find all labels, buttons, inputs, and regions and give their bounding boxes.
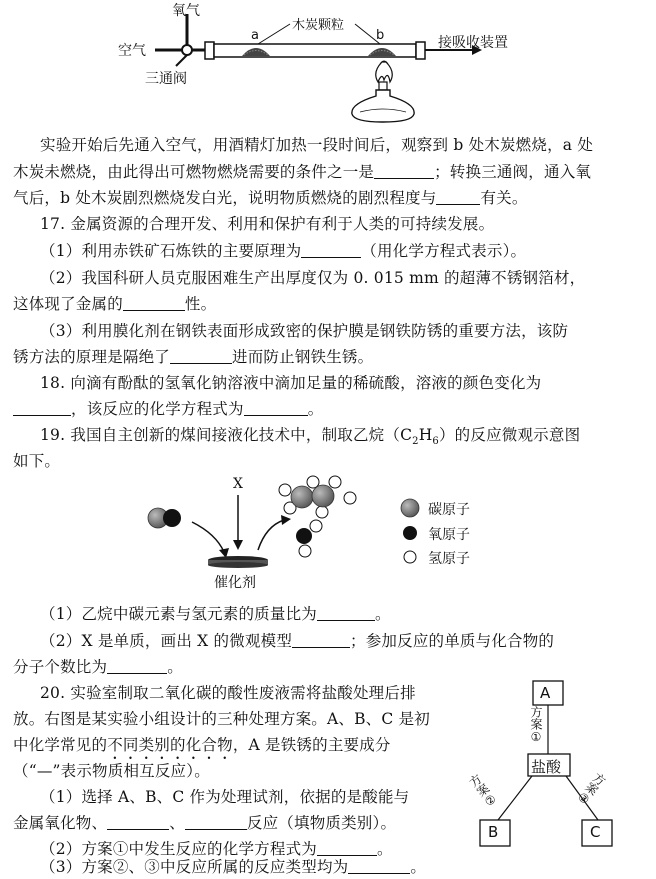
ethane-h5 [344, 492, 356, 504]
water-h1 [310, 520, 322, 532]
x-label: X [233, 476, 243, 492]
q17-sub-1: （1）利用赤铁矿石炼铁的主要原理为 （用化学方程式表示）。 [40, 242, 527, 260]
q19-line-2: 如下。 [13, 452, 61, 470]
valve-label: 三通阀 [145, 71, 187, 87]
water-h2 [299, 545, 311, 557]
q17-title: 17. 金属资源的合理开发、利用和保护有利于人类的可持续发展。 [40, 215, 495, 233]
legend-hydrogen-symbol [404, 551, 416, 563]
ethane-h1 [279, 484, 291, 496]
air-label: 空气 [118, 43, 146, 59]
ethane-c1 [291, 486, 313, 508]
flame [376, 62, 393, 82]
q20-line-3: 中化学常见的不同类别的化合物，A 是铁锈的主要成分 [13, 736, 391, 754]
arrow-to-catalyst [192, 522, 224, 552]
box-b-label: B [488, 823, 499, 841]
q20-line-2: 放。右图是某实验小组设计的三种处理方案。A、B、C 是初 [13, 710, 430, 728]
q16-blank-2[interactable] [436, 189, 480, 205]
oxygen-label: 氧气 [172, 3, 200, 19]
q19-blank-2[interactable] [292, 632, 350, 648]
charcoal-label: 木炭颗粒 [292, 18, 345, 33]
q19-blank-1[interactable] [317, 605, 375, 621]
q17-blank-2[interactable] [123, 295, 185, 311]
q16-line-2: 木炭未燃烧，由此得出可燃物燃烧需要的条件之一是 ；转换三通阀，通入氧 [13, 163, 592, 181]
q17-blank-3[interactable] [170, 348, 232, 364]
alcohol-lamp [352, 90, 414, 122]
legend-carbon-label: 碳原子 [428, 502, 470, 518]
q19-sub-2-line-1: （2）X 是单质，画出 X 的微观模型 ；参加反应的单质与化合物的 [40, 632, 555, 650]
legend-carbon-symbol [401, 499, 419, 517]
box-c-label: C [590, 823, 601, 841]
q20-blank-1[interactable] [107, 814, 169, 830]
q17-sub-2-line-2: 这体现了金属的 性。 [13, 295, 217, 313]
box-a-label: A [540, 684, 551, 702]
q20-blank-2[interactable] [185, 814, 247, 830]
q16-blank-1[interactable] [374, 163, 434, 179]
ethane-h6 [316, 506, 328, 518]
q16-line-3: 气后，b 处木炭剧烈燃烧发白光，说明物质燃烧的剧烈程度与 有关。 [13, 189, 528, 207]
water-o [296, 528, 312, 544]
q17-blank-1[interactable] [301, 242, 361, 258]
plan-1-label: 方案① [529, 706, 543, 744]
q18-line-2: ，该反应的化学方程式为 。 [13, 398, 323, 420]
absorber-label: 接吸收装置 [438, 35, 508, 51]
q18-blank-2[interactable] [244, 400, 308, 416]
reaction-micro-diagram [0, 470, 656, 605]
q19-line-1: 19. 我国自主创新的煤间接液化技术中，制取乙烷$(C_2H_6)$的反应微观示意图 [40, 426, 581, 448]
point-b-label: b [376, 28, 385, 43]
arrow-to-products [258, 520, 284, 550]
valve-node [182, 45, 192, 55]
q18-line-1: 18. 向滴有酚酞的氢氧化钠溶液中滴加足量的稀硫酸，溶液的颜色变化为 [40, 374, 542, 392]
q20-line-4: （“—”表示物质相互反应）。 [13, 762, 210, 780]
q17-sub-3-line-2: 锈方法的原理是隔绝了 进而防止钢铁生锈。 [13, 348, 374, 366]
emphasis-text: 不同类别的化合物 [107, 736, 233, 754]
q19-sub-1: （1）乙烷中碳元素与氢元素的质量比为 。 [40, 605, 391, 623]
q17-sub-3-line-1: （3）利用膜化剂在钢铁表面形成致密的保护膜是钢铁防锈的重要方法，该防 [40, 322, 569, 340]
q19-blank-3[interactable] [107, 658, 167, 674]
ethane-c2 [312, 485, 334, 507]
q20-sub-2: （2）方案①中发生反应的化学方程式为 。 [40, 840, 393, 858]
q18-blank-1[interactable] [13, 400, 71, 416]
q20-blank-3[interactable] [317, 840, 377, 856]
legend-oxygen-label: 氧原子 [428, 527, 470, 543]
legend-oxygen-symbol [403, 526, 417, 540]
legend-hydrogen-label: 氢原子 [428, 551, 470, 567]
q20-sub-1-line-2: 金属氧化物、 、 反应（填物质类别）。 [13, 814, 397, 832]
q20-blank-4[interactable] [348, 858, 410, 874]
catalyst-label: 催化剂 [214, 575, 256, 591]
q16-line-1: 实验开始后先通入空气，用酒精灯加热一段时间后，观察到 b 处木炭燃烧，a 处 [40, 136, 594, 154]
q20-sub-1-line-1: （1）选择 A、B、C 作为处理试剂，依据的是酸能与 [40, 788, 410, 806]
reactant-oxygen-atom [163, 509, 181, 527]
plan-3-label: 方案③ [573, 769, 609, 809]
ethane-h3 [329, 476, 341, 488]
right-stopper [416, 42, 425, 59]
q20-line-1: 20. 实验室制取二氧化碳的酸性废液需将盐酸处理后排 [40, 684, 416, 702]
q17-sub-2-line-1: （2）我国科研人员克服困难生产出厚度仅为 0. 015 mm 的超薄不锈钢箔材， [40, 269, 586, 287]
center-label: 盐酸 [531, 758, 562, 776]
plan-2-label: 方案② [465, 771, 501, 811]
point-a-label: a [251, 28, 259, 43]
q19-sub-2-line-2: 分子个数比为 。 [13, 658, 183, 676]
q20-sub-3: （3）方案②、③中反应所属的反应类型均为 。 [40, 858, 427, 876]
left-stopper [205, 42, 214, 59]
